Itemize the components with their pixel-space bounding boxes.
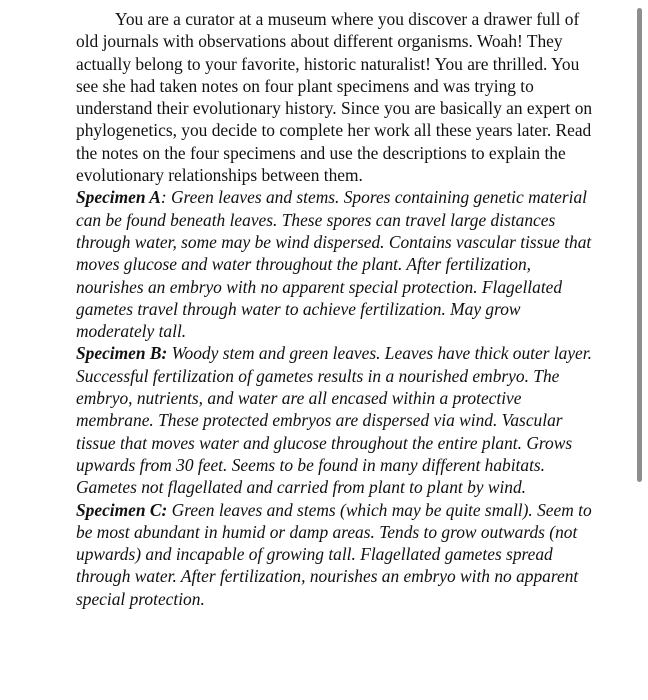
intro-paragraph: You are a curator at a museum where you discover a drawer full of old journals with observations about different organisms. Woah! They actually belong to your favorite, historic naturalist! You are thrilled. You see she had taken notes on four plant specimens and was trying to understand their evolutionary history. Since you are basically an expert on phylogenetics, you decide to complete her work all these years later. Read the notes on the four specimens and use the descriptions to explain the evolutionary relationships between them. bbox=[76, 9, 593, 186]
specimen-a-paragraph bbox=[76, 186, 596, 342]
specimen-c-text: Green leaves and stems (which may be quite small). Seem to be most abundant in humid or damp areas. Tends to grow outwards (not upwards) and incapable of growing tall. Flagellated gametes spread through water. After fertilization, nourishes an embryo with no apparent special protection. bbox=[76, 499, 592, 609]
document-page bbox=[76, 8, 596, 610]
specimen-a-text: Green leaves and stems. Spores containing genetic material can be found beneath leaves. These spores can travel large distances through water, some may be wind dispersed. Contains vascular tissue that moves glucose and water throughout the plant. After fertilization, nourishes an embryo with no apparent special protection. Flagellated gametes travel through water to achieve fertilization. May grow moderately tall. bbox=[76, 187, 592, 342]
specimen-a-separator: : bbox=[160, 187, 171, 208]
specimen-c-paragraph bbox=[76, 499, 596, 610]
specimen-b-text: Woody stem and green leaves. Leaves have thick outer layer. Successful fertilization of gametes results in a nourished embryo. The embryo, nutrients, and water are all encased within a protective membrane. These protected embryos are dispersed via wind. Vascular tissue that moves water and glucose throughout the entire plant. Grows upwards from 30 feet. Seems to be found in many different habitats. Gametes not flagellated and carried from plant to plant by wind. bbox=[76, 343, 592, 498]
specimen-b-paragraph bbox=[76, 342, 596, 498]
vertical-scrollbar[interactable] bbox=[637, 8, 642, 482]
specimen-a-label: Specimen A bbox=[76, 187, 161, 208]
specimen-c-label: Specimen C: bbox=[76, 499, 168, 520]
specimen-b-label: Specimen B: bbox=[76, 343, 168, 364]
